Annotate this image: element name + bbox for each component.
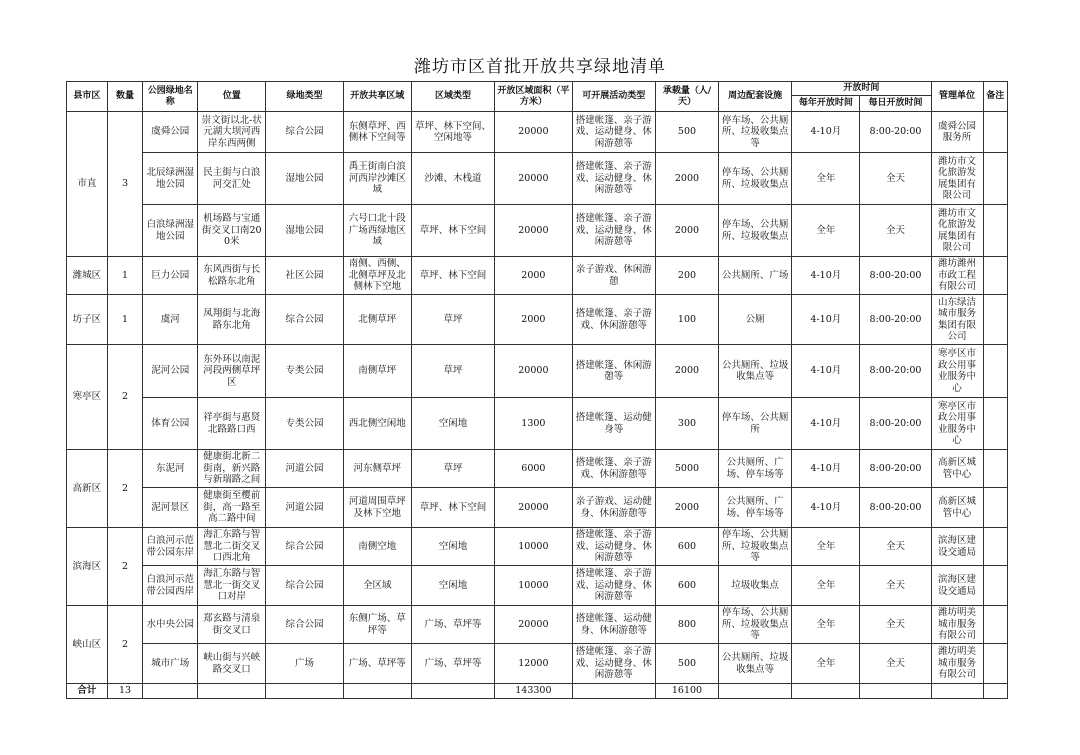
table-body (67, 112, 1008, 699)
facilities-cell: 公共厕所、垃圾收集点等 (719, 345, 792, 398)
area-type-cell: 空闲地 (411, 566, 494, 606)
total-empty-cell (983, 684, 1008, 699)
green-type-cell: 湿地公园 (266, 153, 343, 205)
open-yearly-cell: 全年 (792, 205, 860, 257)
activities-cell: 搭建帐篷、亲子游戏、休闲游憩等 (572, 450, 655, 488)
remark-cell (983, 205, 1008, 257)
area-size-cell: 20000 (495, 488, 572, 528)
location-cell: 凤翔街与北海路东北角 (198, 295, 266, 345)
county-cell: 潍城区 (67, 257, 108, 295)
manager-cell: 寒亭区市政公用事业服务中心 (931, 398, 983, 450)
facilities-cell: 公共厕所、广场、停车场等 (719, 450, 792, 488)
activities-cell: 搭建帐篷、亲子游戏、运动健身、休闲游憩等 (572, 153, 655, 205)
green-type-cell: 湿地公园 (266, 205, 343, 257)
facilities-cell: 停车场、公共厕所、垃圾收集点等 (719, 112, 792, 153)
facilities-cell: 停车场、公共厕所、垃圾收集点等 (719, 528, 792, 566)
capacity-cell: 2000 (655, 153, 718, 205)
facilities-cell: 垃圾收集点 (719, 566, 792, 606)
green-type-cell: 专类公园 (266, 345, 343, 398)
manager-cell: 潍坊明美城市服务有限公司 (931, 606, 983, 644)
table-row (67, 566, 1008, 606)
total-row (67, 684, 1008, 699)
header-area-type: 区域类型 (411, 82, 494, 112)
open-area-cell: 河东侧草坪 (343, 450, 411, 488)
location-cell: 崇文街以北-状元湖大坝河西岸东西两侧 (198, 112, 266, 153)
total-empty-cell (792, 684, 860, 699)
activities-cell: 搭建帐篷、休闲游憩等 (572, 345, 655, 398)
total-empty-cell (719, 684, 792, 699)
activities-cell: 搭建帐篷、亲子游戏、运动健身、休闲游憩等 (572, 528, 655, 566)
capacity-cell: 100 (655, 295, 718, 345)
park-name-cell: 白浪河示范带公园东岸 (143, 528, 198, 566)
capacity-cell: 600 (655, 566, 718, 606)
capacity-cell: 5000 (655, 450, 718, 488)
capacity-cell: 2000 (655, 205, 718, 257)
manager-cell: 滨海区建设交通局 (931, 566, 983, 606)
area-size-cell: 20000 (495, 205, 572, 257)
header-park-name: 公园绿地名称 (143, 82, 198, 112)
area-size-cell: 6000 (495, 450, 572, 488)
park-name-cell: 虞河 (143, 295, 198, 345)
activities-cell: 搭建帐篷、亲子游戏、运动健身、休闲游憩等 (572, 644, 655, 684)
capacity-cell: 2000 (655, 345, 718, 398)
table-row (67, 450, 1008, 488)
header-open-time: 开放时间 (792, 82, 931, 96)
table-row (67, 205, 1008, 257)
table-row (67, 644, 1008, 684)
capacity-cell: 500 (655, 644, 718, 684)
activities-cell: 搭建帐篷、运动健身、休闲游憩等 (572, 606, 655, 644)
county-cell: 高新区 (67, 450, 108, 528)
location-cell: 民主街与白浪河交汇处 (198, 153, 266, 205)
header-capacity: 承载量（人/天） (655, 82, 718, 112)
open-yearly-cell: 4-10月 (792, 450, 860, 488)
total-empty-cell (860, 684, 931, 699)
open-yearly-cell: 4-10月 (792, 488, 860, 528)
total-label: 合计 (67, 684, 108, 699)
open-daily-cell: 全天 (860, 153, 931, 205)
open-daily-cell: 8:00-20:00 (860, 488, 931, 528)
manager-cell: 高新区城管中心 (931, 488, 983, 528)
capacity-cell: 600 (655, 528, 718, 566)
count-cell: 2 (107, 528, 143, 606)
park-name-cell: 城市广场 (143, 644, 198, 684)
open-yearly-cell: 全年 (792, 566, 860, 606)
remark-cell (983, 398, 1008, 450)
open-yearly-cell: 4-10月 (792, 295, 860, 345)
area-type-cell: 空闲地 (411, 398, 494, 450)
count-cell: 2 (107, 606, 143, 684)
total-count: 13 (107, 684, 143, 699)
manager-cell: 滨海区建设交通局 (931, 528, 983, 566)
open-daily-cell: 8:00-20:00 (860, 450, 931, 488)
remark-cell (983, 488, 1008, 528)
count-cell: 1 (107, 257, 143, 295)
manager-cell: 潍坊明美城市服务有限公司 (931, 644, 983, 684)
open-area-cell: 北侧草坪 (343, 295, 411, 345)
county-cell: 坊子区 (67, 295, 108, 345)
activities-cell: 搭建帐篷、运动健身等 (572, 398, 655, 450)
header-open-daily: 每日开放时间 (860, 96, 931, 112)
header-activities: 可开展活动类型 (572, 82, 655, 112)
remark-cell (983, 606, 1008, 644)
open-area-cell: 禹王街南白浪河西岸沙滩区域 (343, 153, 411, 205)
area-type-cell: 草坪 (411, 450, 494, 488)
remark-cell (983, 450, 1008, 488)
count-cell: 1 (107, 295, 143, 345)
location-cell: 机场路与宝通街交叉口南200米 (198, 205, 266, 257)
table-row (67, 528, 1008, 566)
total-empty-cell (198, 684, 266, 699)
park-name-cell: 体育公园 (143, 398, 198, 450)
open-area-cell: 全区域 (343, 566, 411, 606)
header-area-size: 开放区域面积（平方米） (495, 82, 572, 112)
facilities-cell: 公共厕所、广场、停车场等 (719, 488, 792, 528)
park-name-cell: 泥河公园 (143, 345, 198, 398)
manager-cell: 虞舜公园服务所 (931, 112, 983, 153)
open-area-cell: 广场、草坪等 (343, 644, 411, 684)
open-area-cell: 河道周围草坪及林下空地 (343, 488, 411, 528)
area-type-cell: 草坪、林下空间、空闲地等 (411, 112, 494, 153)
total-area-size: 143300 (495, 684, 572, 699)
area-type-cell: 草坪、林下空间 (411, 257, 494, 295)
manager-cell: 潍坊市文化旅游发展集团有限公司 (931, 205, 983, 257)
header-manager: 管理单位 (931, 82, 983, 112)
county-cell: 市直 (67, 112, 108, 257)
location-cell: 健康街至樱前街，高一路至高二路中间 (198, 488, 266, 528)
remark-cell (983, 153, 1008, 205)
open-daily-cell: 全天 (860, 644, 931, 684)
area-type-cell: 草坪 (411, 295, 494, 345)
open-daily-cell: 8:00-20:00 (860, 112, 931, 153)
area-size-cell: 20000 (495, 345, 572, 398)
open-daily-cell: 8:00-20:00 (860, 398, 931, 450)
green-type-cell: 综合公园 (266, 566, 343, 606)
total-empty-cell (411, 684, 494, 699)
area-type-cell: 沙滩、木栈道 (411, 153, 494, 205)
area-type-cell: 草坪、林下空间 (411, 205, 494, 257)
open-area-cell: 六号口北十段广场西绿地区域 (343, 205, 411, 257)
green-type-cell: 社区公园 (266, 257, 343, 295)
park-name-cell: 白浪河示范带公园西岸 (143, 566, 198, 606)
green-type-cell: 综合公园 (266, 112, 343, 153)
capacity-cell: 2000 (655, 488, 718, 528)
open-daily-cell: 8:00-20:00 (860, 295, 931, 345)
area-size-cell: 1300 (495, 398, 572, 450)
remark-cell (983, 112, 1008, 153)
count-cell: 3 (107, 112, 143, 257)
open-area-cell: 南侧空地 (343, 528, 411, 566)
open-yearly-cell: 全年 (792, 153, 860, 205)
total-empty-cell (343, 684, 411, 699)
table-row (67, 488, 1008, 528)
facilities-cell: 公共厕所、广场 (719, 257, 792, 295)
total-empty-cell (266, 684, 343, 699)
facilities-cell: 公厕 (719, 295, 792, 345)
park-name-cell: 水中央公园 (143, 606, 198, 644)
remark-cell (983, 345, 1008, 398)
location-cell: 海汇东路与智慧北二街交叉口西北角 (198, 528, 266, 566)
open-yearly-cell: 全年 (792, 644, 860, 684)
total-empty-cell (572, 684, 655, 699)
open-daily-cell: 全天 (860, 205, 931, 257)
open-yearly-cell: 全年 (792, 528, 860, 566)
table-row (67, 257, 1008, 295)
remark-cell (983, 644, 1008, 684)
location-cell: 东外环以南泥河段两侧草坪区 (198, 345, 266, 398)
area-size-cell: 20000 (495, 606, 572, 644)
header-count: 数量 (107, 82, 143, 112)
park-name-cell: 北辰绿洲湿地公园 (143, 153, 198, 205)
open-yearly-cell: 4-10月 (792, 257, 860, 295)
capacity-cell: 300 (655, 398, 718, 450)
activities-cell: 亲子游戏、休闲游憩 (572, 257, 655, 295)
remark-cell (983, 566, 1008, 606)
open-yearly-cell: 4-10月 (792, 398, 860, 450)
capacity-cell: 800 (655, 606, 718, 644)
facilities-cell: 停车场、公共厕所、垃圾收集点等 (719, 606, 792, 644)
manager-cell: 山东绿洁城市服务集团有限公司 (931, 295, 983, 345)
header-remark: 备注 (983, 82, 1008, 112)
area-type-cell: 草坪、林下空间 (411, 488, 494, 528)
open-daily-cell: 全天 (860, 606, 931, 644)
green-type-cell: 综合公园 (266, 528, 343, 566)
park-name-cell: 东泥河 (143, 450, 198, 488)
open-daily-cell: 8:00-20:00 (860, 345, 931, 398)
park-name-cell: 泥河景区 (143, 488, 198, 528)
county-cell: 寒亭区 (67, 345, 108, 450)
open-area-cell: 东侧广场、草坪等 (343, 606, 411, 644)
total-empty-cell (143, 684, 198, 699)
count-cell: 2 (107, 450, 143, 528)
facilities-cell: 停车场、公共厕所、垃圾收集点 (719, 205, 792, 257)
count-cell: 2 (107, 345, 143, 450)
park-name-cell: 巨力公园 (143, 257, 198, 295)
manager-cell: 高新区城管中心 (931, 450, 983, 488)
activities-cell: 搭建帐篷、亲子游戏、运动健身、休闲游憩等 (572, 112, 655, 153)
header-open-area: 开放共享区域 (343, 82, 411, 112)
activities-cell: 亲子游戏、运动健身、休闲游憩等 (572, 488, 655, 528)
area-size-cell: 2000 (495, 295, 572, 345)
table-row (67, 295, 1008, 345)
green-type-cell: 河道公园 (266, 450, 343, 488)
open-area-cell: 西北侧空闲地 (343, 398, 411, 450)
facilities-cell: 停车场、公共厕所 (719, 398, 792, 450)
manager-cell: 潍坊市文化旅游发展集团有限公司 (931, 153, 983, 205)
total-empty-cell (931, 684, 983, 699)
green-type-cell: 专类公园 (266, 398, 343, 450)
total-capacity: 16100 (655, 684, 718, 699)
area-type-cell: 空闲地 (411, 528, 494, 566)
location-cell: 海汇东路与智慧北一街交叉口对岸 (198, 566, 266, 606)
manager-cell: 潍坊潍州市政工程有限公司 (931, 257, 983, 295)
facilities-cell: 公共厕所、垃圾收集点等 (719, 644, 792, 684)
remark-cell (983, 528, 1008, 566)
county-cell: 滨海区 (67, 528, 108, 606)
area-size-cell: 20000 (495, 112, 572, 153)
activities-cell: 搭建帐篷、亲子游戏、运动健身、休闲游憩等 (572, 205, 655, 257)
capacity-cell: 500 (655, 112, 718, 153)
header-open-yearly: 每年开放时间 (792, 96, 860, 112)
remark-cell (983, 257, 1008, 295)
open-area-cell: 南侧、西侧、北侧草坪及北侧林下空地 (343, 257, 411, 295)
area-type-cell: 草坪 (411, 345, 494, 398)
open-yearly-cell: 4-10月 (792, 345, 860, 398)
open-yearly-cell: 4-10月 (792, 112, 860, 153)
green-type-cell: 广场 (266, 644, 343, 684)
activities-cell: 搭建帐篷、亲子游戏、运动健身、休闲游憩等 (572, 566, 655, 606)
location-cell: 健康街北新二街南，新兴路与新瑞路之间 (198, 450, 266, 488)
open-daily-cell: 8:00-20:00 (860, 257, 931, 295)
area-size-cell: 20000 (495, 153, 572, 205)
header-location: 位置 (198, 82, 266, 112)
table-row (67, 398, 1008, 450)
page-title: 潍坊市区首批开放共享绿地清单 (414, 57, 666, 77)
area-type-cell: 广场、草坪等 (411, 606, 494, 644)
park-name-cell: 虞舜公园 (143, 112, 198, 153)
green-space-table (66, 81, 1008, 699)
open-yearly-cell: 全年 (792, 606, 860, 644)
green-type-cell: 综合公园 (266, 606, 343, 644)
location-cell: 郑玄路与清泉街交叉口 (198, 606, 266, 644)
county-cell: 峡山区 (67, 606, 108, 684)
manager-cell: 寒亭区市政公用事业服务中心 (931, 345, 983, 398)
open-area-cell: 南侧草坪 (343, 345, 411, 398)
area-type-cell: 广场、草坪等 (411, 644, 494, 684)
header-green-type: 绿地类型 (266, 82, 343, 112)
open-daily-cell: 全天 (860, 566, 931, 606)
green-type-cell: 综合公园 (266, 295, 343, 345)
facilities-cell: 停车场、公共厕所、垃圾收集点 (719, 153, 792, 205)
table-row (67, 112, 1008, 153)
park-name-cell: 白浪绿洲湿地公园 (143, 205, 198, 257)
header-county: 县市区 (67, 82, 108, 112)
capacity-cell: 200 (655, 257, 718, 295)
location-cell: 峡山街与兴峡路交叉口 (198, 644, 266, 684)
table-row (67, 345, 1008, 398)
remark-cell (983, 295, 1008, 345)
area-size-cell: 10000 (495, 566, 572, 606)
location-cell: 东风西街与长松路东北角 (198, 257, 266, 295)
table-row (67, 606, 1008, 644)
open-daily-cell: 全天 (860, 528, 931, 566)
green-type-cell: 河道公园 (266, 488, 343, 528)
area-size-cell: 12000 (495, 644, 572, 684)
activities-cell: 搭建帐篷、亲子游戏、休闲游憩等 (572, 295, 655, 345)
header-facilities: 周边配套设施 (719, 82, 792, 112)
open-area-cell: 东侧草坪、西侧林下空间等 (343, 112, 411, 153)
area-size-cell: 10000 (495, 528, 572, 566)
table-row (67, 153, 1008, 205)
location-cell: 祥亭街与惠贤北路路口西 (198, 398, 266, 450)
area-size-cell: 2000 (495, 257, 572, 295)
